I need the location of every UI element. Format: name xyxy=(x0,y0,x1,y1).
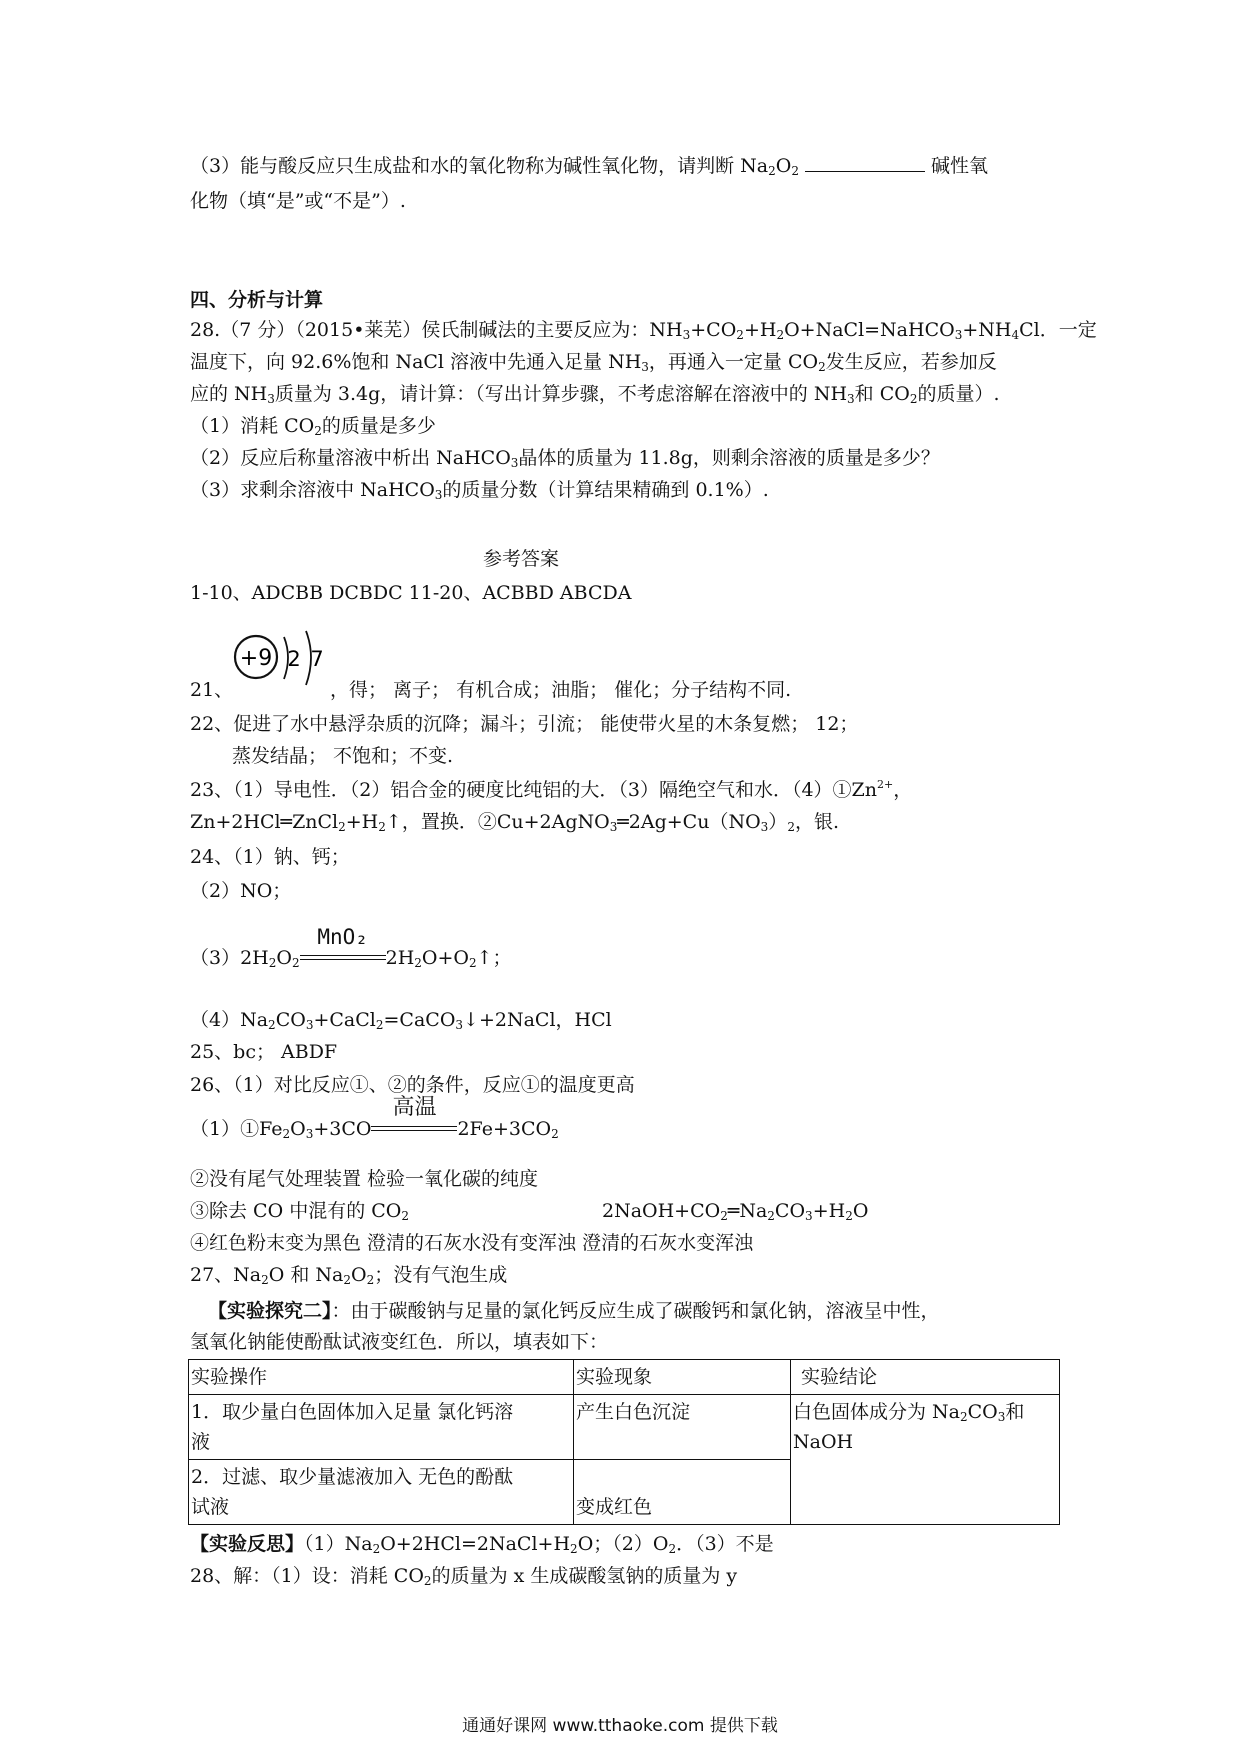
answer-26-line2: $(1)①Fe_2O_3+3CO$ 高温 $2Fe+3CO_2$ xyxy=(190,1095,559,1141)
experiment2-line1: 【实验探究二】：由于碳酸钠与足量的氯化钙反应生成了碳酸钙和氯化钠，溶液呈中性， xyxy=(208,1300,940,1322)
section-title: 四、分析与计算 xyxy=(190,289,324,311)
answer-23-line2: $Zn+2HCl═ZnCl_2+H_2↑$，置换．$②Cu+2AgNO_3═2Ag+Cu(NO_3)_2$，银. xyxy=(190,811,839,834)
table-header-cell: 实验现象 xyxy=(574,1360,791,1395)
table-cell: 产生白色沉淀 xyxy=(574,1395,791,1460)
q28-line1: 28.（7 分）（2015•莱芜）侯氏制碱法的主要反应为：$NH_3+CO_2+H_2O+NaCl=NaHCO_3+NH_4Cl$．一定 xyxy=(190,319,1097,342)
answer-25: 25、bc； ABDF xyxy=(190,1041,338,1063)
table-header-row xyxy=(189,1360,1060,1395)
reaction-condition-arrow xyxy=(371,1095,457,1142)
q27-part3-line1: （3）能与酸反应只生成盐和水的氧化物称为碱性氧化物，请判断 $Na_2O_2$ 碱性氧 xyxy=(190,155,988,178)
answer-blank xyxy=(805,155,925,172)
q28-part3: （3）求剩余溶液中 NaHCO$_3$的质量分数（计算结果精确到 0.1%）. xyxy=(190,479,769,502)
table-cell: 1．取少量白色固体加入足量 氯化钙溶 液 xyxy=(189,1395,574,1460)
answer-21: ，得； 离子； 有机合成；油脂； 催化；分子结构不同. xyxy=(330,679,792,701)
condition-label: 高温 xyxy=(392,1095,437,1120)
q28-part2: （2）反应后称量溶液中析出 NaHCO$_3$晶体的质量为 11.8g，则剩余溶液的质量是多少？ xyxy=(190,447,940,470)
atom-shell1-label: 2 xyxy=(287,647,301,671)
page-footer: 通通好课网 www.tthaoke.com 提供下载 xyxy=(462,1716,778,1736)
answer-28-line1: 28、解：（1）设：消耗 $CO_2$的质量为 x 生成碳酸氢钠的质量为 y xyxy=(190,1565,738,1588)
answer-22-line1: 22、促进了水中悬浮杂质的沉降；漏斗；引流； 能使带火星的木条复燃； 12； xyxy=(190,713,859,735)
table-header-cell: 实验结论 xyxy=(791,1360,1060,1395)
atom-shell2-label: 7 xyxy=(310,647,324,671)
answer-23-line1: 23、（1）导电性．（2）铝合金的硬度比纯铝的大．（3）隔绝空气和水．$(4)①Zn^{2+}$， xyxy=(190,778,913,801)
answer-22-line2: 蒸发结晶； 不饱和；不变. xyxy=(232,745,454,767)
answer-26-equation: $2NaOH+CO_2═Na_2CO_3+H_2O$ xyxy=(602,1200,869,1223)
table-cell: 白色固体成分为 $Na_2CO_3$和 NaOH xyxy=(791,1395,1060,1525)
table-cell: 变成红色 xyxy=(574,1460,791,1525)
experiment-table xyxy=(188,1359,1060,1525)
q28-line2: 温度下，向 92.6%饱和 NaCl 溶液中先通入足量 $NH_3$，再通入一定量 $CO_2$发生反应，若参加反 xyxy=(190,351,997,374)
table-cell: 2．过滤、取少量滤液加入 无色的酚酞 试液 xyxy=(189,1460,574,1525)
catalyst-label: MnO₂ xyxy=(317,925,368,949)
experiment-reflection: 【实验反思】$(1)Na_2O+2HCl=2NaCl+H_2O$；$(2)O_2$．（3）不是 xyxy=(190,1533,774,1556)
answer-26-line1: 26、（1）对比反应①、②的条件，反应①的温度更高 xyxy=(190,1074,635,1096)
table-row xyxy=(189,1395,1060,1460)
answer-26-line4: ③除去 CO 中混有的 $CO_2$ xyxy=(190,1200,409,1223)
reaction-condition-arrow xyxy=(300,925,386,971)
answer-24-part4: $(4)Na_2CO_3+CaCl_2=CaCO_3↓+2NaCl$，HCl xyxy=(190,1009,612,1032)
answer-21-number: 21、 xyxy=(190,679,234,701)
experiment2-line2: 氢氧化钠能使酚酞试液变红色．所以，填表如下： xyxy=(190,1331,609,1353)
answers-multiple-choice: 1-10、ADCBB DCBDC 11-20、ACBBD ABCDA xyxy=(190,582,632,604)
fluorine-atom-diagram xyxy=(226,623,336,691)
table-header-cell: 实验操作 xyxy=(189,1360,574,1395)
q28-part1: （1）消耗 $CO_2$的质量是多少 xyxy=(190,415,436,438)
answer-27: 27、$Na_2O$ 和 $Na_2O_2$；没有气泡生成 xyxy=(190,1264,508,1287)
answer-26-line5: ④红色粉末变为黑色 澄清的石灰水没有变浑浊 澄清的石灰水变浑浊 xyxy=(190,1232,754,1254)
q28-line3: 应的 $NH_3$质量为 3.4g，请计算：（写出计算步骤，不考虑溶解在溶液中的 $NH_3$和 $CO_2$的质量）. xyxy=(190,383,1000,406)
answer-26-line3: ②没有尾气处理装置 检验一氧化碳的纯度 xyxy=(190,1168,539,1190)
answer-24-part2: （2）NO； xyxy=(190,880,292,902)
answers-title: 参考答案 xyxy=(483,548,560,570)
atom-nucleus-label: +9 xyxy=(239,646,273,671)
answer-24-part1: 24、（1）钠、钙； xyxy=(190,846,350,868)
answer-24-part3: $(3)2H_2O_2$ MnO₂ $2H_2O+O_2↑$； xyxy=(190,925,512,970)
q27-part3-line2: 化物（填“是”或“不是”）. xyxy=(190,190,406,212)
